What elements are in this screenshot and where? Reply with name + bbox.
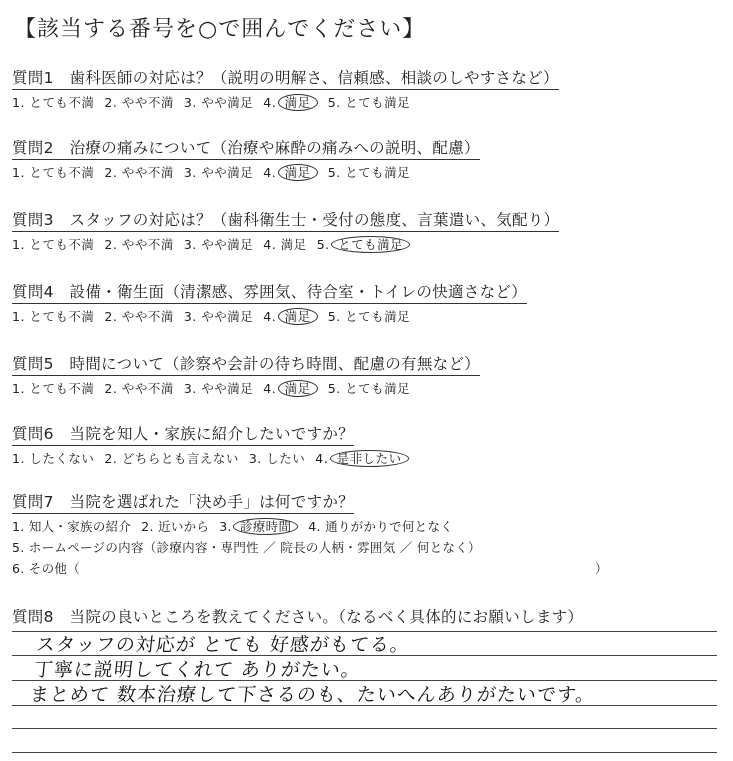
question-6-options bbox=[12, 449, 722, 467]
option-label-circled: とても満足 bbox=[331, 236, 410, 253]
option-number: 2. bbox=[104, 381, 122, 396]
option-label-circled: 満足 bbox=[278, 164, 318, 181]
option-number: 3. bbox=[248, 451, 267, 466]
question-7-option-2[interactable] bbox=[141, 517, 209, 535]
option-label-circled: 満足 bbox=[278, 94, 318, 111]
option-3[interactable] bbox=[249, 449, 305, 467]
option-number: 5. bbox=[327, 95, 346, 110]
question-7-option-6-close: ） bbox=[595, 561, 608, 576]
option-label: どちらとも言えない bbox=[121, 451, 239, 466]
question-7-option-1[interactable] bbox=[12, 517, 131, 535]
option-label: とても不満 bbox=[29, 309, 95, 324]
option-number: 3. bbox=[219, 519, 237, 534]
option-label-circled: 診療時間 bbox=[233, 518, 298, 535]
option-number: 2. bbox=[104, 237, 122, 252]
option-4[interactable] bbox=[315, 449, 408, 467]
option-5[interactable] bbox=[328, 93, 410, 111]
option-1[interactable] bbox=[12, 307, 94, 325]
option-label: とても不満 bbox=[29, 165, 95, 180]
option-number: 4. bbox=[263, 237, 281, 252]
option-number: 2. bbox=[104, 165, 122, 180]
option-label: とても不満 bbox=[29, 237, 95, 252]
question-2-heading: 質問2 治療の痛みについて（治療や麻酔の痛みへの説明、配慮） bbox=[12, 136, 480, 160]
option-3[interactable] bbox=[184, 235, 253, 253]
option-2[interactable] bbox=[104, 379, 173, 397]
option-label: やや不満 bbox=[121, 237, 174, 252]
option-4[interactable] bbox=[263, 163, 317, 181]
option-label: やや満足 bbox=[201, 237, 254, 252]
option-number: 2. bbox=[104, 95, 122, 110]
option-label: やや満足 bbox=[201, 95, 254, 110]
question-7-option-5[interactable]: 5. ホームページの内容（診療内容・専門性 ／ 院長の人柄・雰囲気 ／ 何となく） bbox=[12, 540, 481, 555]
handwritten-answer-2: 丁寧に説明してくれて ありがたい。 bbox=[32, 659, 363, 681]
option-1[interactable] bbox=[12, 163, 94, 181]
option-3[interactable] bbox=[184, 307, 253, 325]
option-number: 2. bbox=[141, 519, 159, 534]
question-6-heading: 質問6 当院を知人・家族に紹介したいですか？ bbox=[12, 422, 354, 446]
option-label: とても満足 bbox=[345, 165, 411, 180]
option-label: したくない bbox=[29, 451, 95, 466]
option-number: 5. bbox=[327, 165, 346, 180]
option-label: 通りがかりで何となく bbox=[325, 519, 454, 534]
option-number: 4. bbox=[308, 519, 326, 534]
question-4-heading: 質問4 設備・衛生面（清潔感、雰囲気、待合室・トイレの快適さなど） bbox=[12, 280, 527, 304]
option-number: 2. bbox=[104, 309, 122, 324]
option-number: 1. bbox=[12, 165, 30, 180]
option-5[interactable] bbox=[328, 379, 410, 397]
option-label: 満足 bbox=[280, 237, 307, 252]
option-number: 4. bbox=[315, 451, 333, 466]
option-number: 5. bbox=[327, 309, 346, 324]
question-4 bbox=[12, 280, 722, 325]
question-5-options bbox=[12, 379, 722, 397]
option-number: 5. bbox=[316, 237, 335, 252]
option-label: やや満足 bbox=[201, 309, 254, 324]
question-5-heading: 質問5 時間について（診察や会計の待ち時間、配慮の有無など） bbox=[12, 352, 480, 376]
option-number: 4. bbox=[263, 165, 281, 180]
option-number: 1. bbox=[12, 309, 30, 324]
option-label: やや満足 bbox=[201, 165, 254, 180]
option-4[interactable] bbox=[263, 93, 317, 111]
option-4[interactable] bbox=[263, 307, 317, 325]
question-7-options-row1 bbox=[12, 517, 722, 535]
question-2-options bbox=[12, 163, 722, 181]
answer-line bbox=[12, 752, 717, 753]
option-3[interactable] bbox=[184, 163, 253, 181]
option-label: とても不満 bbox=[29, 381, 95, 396]
option-5[interactable] bbox=[328, 307, 410, 325]
option-label-circled: 満足 bbox=[278, 308, 318, 325]
option-2[interactable] bbox=[104, 163, 173, 181]
option-1[interactable] bbox=[12, 235, 94, 253]
option-number: 1. bbox=[12, 381, 30, 396]
question-7-option-3[interactable] bbox=[219, 517, 298, 535]
question-7-option-4[interactable] bbox=[308, 517, 453, 535]
question-7-heading: 質問7 当院を選ばれた「決め手」は何ですか？ bbox=[12, 490, 354, 514]
option-number: 3. bbox=[183, 95, 202, 110]
question-7 bbox=[12, 490, 722, 577]
option-label: やや不満 bbox=[121, 309, 174, 324]
option-1[interactable] bbox=[12, 93, 94, 111]
option-number: 3. bbox=[183, 237, 202, 252]
option-number: 1. bbox=[12, 451, 30, 466]
option-number: 4. bbox=[263, 381, 281, 396]
handwritten-answer-3: まとめて 数本治療して下さるのも、たいへんありがたいです。 bbox=[28, 684, 597, 706]
page-title: 【該当する番号を○で囲んでください】 bbox=[14, 17, 426, 42]
option-number: 1. bbox=[12, 237, 30, 252]
option-number: 4. bbox=[263, 309, 281, 324]
option-5[interactable] bbox=[317, 235, 410, 253]
option-label: とても満足 bbox=[345, 95, 411, 110]
question-1 bbox=[12, 66, 722, 111]
question-6 bbox=[12, 422, 722, 467]
option-label: とても不満 bbox=[29, 95, 95, 110]
question-2 bbox=[12, 136, 722, 181]
question-5 bbox=[12, 352, 722, 397]
option-label: とても満足 bbox=[345, 309, 411, 324]
question-8-heading: 質問8 当院の良いところを教えてください。（なるべく具体的にお願いします） bbox=[12, 608, 584, 626]
option-number: 1. bbox=[12, 519, 29, 534]
option-number: 5. bbox=[327, 381, 346, 396]
option-4[interactable] bbox=[263, 235, 306, 253]
option-label-circled: 満足 bbox=[278, 380, 318, 397]
question-3-options bbox=[12, 235, 722, 253]
option-label: とても満足 bbox=[345, 381, 411, 396]
option-number: 1. bbox=[12, 95, 30, 110]
option-number: 3. bbox=[183, 165, 202, 180]
option-number: 4. bbox=[263, 95, 281, 110]
option-3[interactable] bbox=[184, 93, 253, 111]
option-2[interactable] bbox=[104, 307, 173, 325]
question-3 bbox=[12, 208, 722, 253]
option-1[interactable] bbox=[12, 449, 94, 467]
option-label-circled: 是非したい bbox=[330, 450, 409, 467]
option-label: やや満足 bbox=[201, 381, 254, 396]
question-1-heading: 質問1 歯科医師の対応は？（説明の明解さ、信頼感、相談のしやすさなど） bbox=[12, 66, 559, 90]
option-2[interactable] bbox=[104, 235, 173, 253]
option-label: やや不満 bbox=[121, 95, 174, 110]
option-label: やや不満 bbox=[121, 165, 174, 180]
answer-line bbox=[12, 728, 717, 729]
option-5[interactable] bbox=[328, 163, 410, 181]
question-3-heading: 質問3 スタッフの対応は？（歯科衛生士・受付の態度、言葉遣い、気配り） bbox=[12, 208, 559, 232]
option-label: したい bbox=[266, 451, 306, 466]
handwritten-answer-1: スタッフの対応が とても 好感がもてる。 bbox=[34, 634, 412, 656]
question-7-option-6[interactable] bbox=[12, 559, 722, 577]
option-2[interactable] bbox=[104, 93, 173, 111]
option-1[interactable] bbox=[12, 379, 94, 397]
option-4[interactable] bbox=[263, 379, 317, 397]
question-7-option-6-label: 6. その他（ bbox=[12, 561, 80, 576]
question-8 bbox=[12, 605, 722, 628]
option-label: 近いから bbox=[158, 519, 210, 534]
option-label: やや不満 bbox=[121, 381, 174, 396]
question-4-options bbox=[12, 307, 722, 325]
option-number: 2. bbox=[104, 451, 122, 466]
question-1-options bbox=[12, 93, 722, 111]
option-number: 3. bbox=[183, 309, 202, 324]
option-3[interactable] bbox=[184, 379, 253, 397]
option-label: 知人・家族の紹介 bbox=[28, 519, 132, 534]
option-2[interactable] bbox=[104, 449, 238, 467]
option-number: 3. bbox=[183, 381, 202, 396]
